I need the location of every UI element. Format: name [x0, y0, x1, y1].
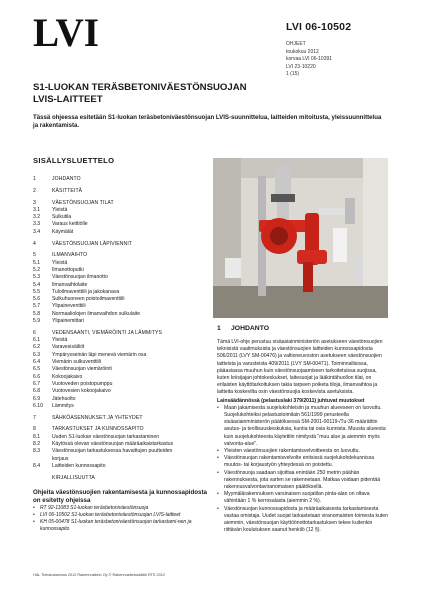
- toc-number: 6.7: [33, 380, 41, 387]
- toc-number: 4: [33, 240, 36, 247]
- toc-entry: [33, 448, 213, 463]
- toc-title: Sulkutila: [52, 214, 72, 221]
- toc-title: Vuotoveden poistopumppu: [52, 380, 113, 387]
- section-heading: [217, 325, 269, 332]
- section-body: [217, 339, 388, 534]
- change-item: • Väestönsuojan kunnossapidosta ja määräaikaisesta tarkastamisesta vastaa omistaja. Uudet suojat tarkastetaan viranomaisten toimesta kuten aiemmin, väestönsuojan käyttöönottotarkastuksen tekee kuitenkin riittävän koulutuksen saanut henkilö (12 §).: [217, 506, 388, 535]
- toc-entry: [33, 311, 213, 318]
- toc-title: Ylipaineventtiili: [52, 303, 86, 310]
- toc-number: 6: [33, 329, 36, 336]
- toc-number: 5.3: [33, 274, 41, 281]
- toc-number: 3.1: [33, 206, 41, 213]
- meta-line: LVI 23-10220: [286, 63, 316, 70]
- toc-number: 7: [33, 414, 36, 421]
- toc-entry: [33, 337, 213, 344]
- toc-number: 5.8: [33, 310, 41, 317]
- toc-number: 5: [33, 252, 36, 259]
- toc-number: 3: [33, 199, 36, 206]
- toc-title: Käymälät: [52, 228, 74, 235]
- toc-title: Laitteiden kunnossapito: [52, 462, 106, 469]
- toc-title: Ilmanvaihtolaite: [52, 281, 88, 288]
- meta-line: OHJEET: [286, 41, 306, 47]
- toc-title: SÄHKÖASENNUKSET JA YHTEYDET: [52, 414, 143, 421]
- toc-entry: [33, 260, 213, 267]
- toc-title: Väestönsuojan tarkastuksessa havaittujen puutteiden korjaus: [52, 448, 173, 462]
- reference-heading: Ohjeita väestönsuojien rakentamisesta ja kunnossapidosta on esitetty ohjeissa: [33, 489, 207, 504]
- toc-number: 3.3: [33, 221, 41, 228]
- logo-text: LVI: [33, 14, 99, 50]
- meta-line: 1 (15): [286, 71, 300, 78]
- toc-entry: [33, 241, 213, 248]
- toc-title: Viemärin sulkuventtiili: [52, 359, 101, 366]
- reference-item: • KH 05-00478 S1-luokan teräsbetoniväestönsuojan tarkastami-nen ja kunnossapito: [33, 519, 208, 533]
- toc-title: VEDENSAANTI, VIEMÄRÖINTI JA LÄMMITYS: [52, 329, 163, 336]
- document-number: LVI 06-10502: [286, 21, 352, 33]
- page-title: [33, 82, 247, 105]
- toc-number: 8.3: [33, 448, 41, 455]
- toc-number: 6.10: [33, 402, 43, 409]
- toc-entry: [33, 229, 213, 236]
- toc-title: Jätehuolto: [52, 395, 76, 402]
- reference-item: • LVI 06-10502 S1-luokan teräsbetoniväestönsuojan LVIS-laitteet: [33, 512, 208, 519]
- toc-number: 8.1: [33, 433, 41, 440]
- toc-title: VÄESTÖNSUOJAN TILAT: [52, 199, 114, 206]
- toc-entry: [33, 359, 213, 366]
- change-list: [217, 405, 388, 535]
- toc-entry: [33, 207, 213, 214]
- change-item: • Väestönsuoja saadaan sijoittaa enintään 250 metrin päähän rakennuksesta, jota varten se rakennetaan. Matkaa voidaan pidentää rakennusvalvontaviranomaisen päätöksellä.: [217, 470, 388, 492]
- lvi-logo: [33, 14, 101, 50]
- toc-entry: [33, 221, 213, 228]
- toc-number: 5.5: [33, 288, 41, 295]
- toc-entry: [33, 252, 213, 259]
- toc-title: Tuloilmaventtiili ja jakokanava: [52, 288, 120, 295]
- toc-number: 5.6: [33, 296, 41, 303]
- toc-entry: [33, 366, 213, 373]
- toc-number: 5.2: [33, 266, 41, 273]
- toc-heading: SISÄLLYSLUETTELO: [33, 156, 115, 165]
- toc-title: Ympärysseinän läpi menevä viemärin osa: [52, 351, 147, 358]
- page-footer: HAL Tietokustannus 2012 Rakennustieto Oy © Rakennustietosäätiö RTS 2012: [33, 573, 165, 577]
- toc-entry: [33, 296, 213, 303]
- toc-number: 3.4: [33, 228, 41, 235]
- reference-list: [33, 505, 208, 533]
- toc-title: Väestönsuojan viemäröinti: [52, 366, 112, 373]
- toc-number: 6.3: [33, 351, 41, 358]
- toc-title: Normaaliolojen ilmanvaihdon sulkulaite: [52, 310, 141, 317]
- toc-title: KIRJALLISUUTTA: [52, 474, 95, 481]
- toc-number: 8.2: [33, 441, 41, 447]
- toc-entry: [33, 463, 213, 470]
- toc-title: VÄESTÖNSUOJAN LÄPIVIENNIT: [52, 240, 133, 247]
- toc-number: 5.9: [33, 318, 41, 325]
- title-line-1: S1-LUOKAN TERÄSBETONIVÄESTÖNSUOJAN: [33, 82, 247, 93]
- toc-title: Lämmitys: [52, 402, 74, 409]
- toc-number: 2: [33, 187, 36, 194]
- toc-entry: [33, 434, 213, 441]
- change-item: • Yleisten väestönsuojien rakentamisvelvoitteesta on luovuttu.: [217, 448, 388, 455]
- toc-entry: [33, 381, 213, 388]
- table-of-contents: [33, 176, 213, 482]
- toc-title: Varavesisäiliöt: [52, 344, 85, 351]
- toc-number: 1: [33, 176, 36, 182]
- change-item: • Väestönsuojan rakentamisvelvolte entisissä suojelukohdekunnissa muutos- tai korjaustyön yhteydessä on poistettu.: [217, 455, 388, 469]
- toc-title: JOHDANTO: [52, 176, 81, 182]
- toc-title: Sulkuhuoneen poistoilmaventtiili: [52, 296, 125, 303]
- toc-title: Yleistä: [52, 337, 68, 344]
- toc-title: KÄSITTEITÄ: [52, 187, 83, 194]
- toc-entry: [33, 303, 213, 310]
- toc-title: ILMANVAIHTO: [52, 252, 88, 259]
- toc-title: Väestönsuojan ilmanotto: [52, 274, 108, 281]
- toc-title: Yleistä: [52, 206, 68, 213]
- toc-entry: [33, 176, 213, 183]
- toc-number: 5.7: [33, 303, 41, 310]
- meta-line: toukokuu 2012: [286, 48, 319, 55]
- section-title: JOHDANTO: [231, 325, 270, 332]
- toc-number: 3.2: [33, 214, 41, 221]
- toc-title: Ilmanottoputki: [52, 266, 84, 273]
- toc-entry: [33, 388, 213, 395]
- section-number: 1: [217, 325, 221, 332]
- toc-title: Varaus keittiölle: [52, 221, 88, 228]
- toc-number: 6.1: [33, 337, 41, 344]
- toc-entry: [33, 475, 213, 482]
- toc-number: 6.9: [33, 395, 41, 402]
- toc-entry: [33, 352, 213, 359]
- toc-number: 5.1: [33, 259, 41, 266]
- section-subheading: Lainsäädännössä (pelastuslaki 379/2011) juhtuvat muutokset: [217, 397, 365, 404]
- toc-entry: [33, 214, 213, 221]
- meta-line: korvaa LVI 06-10391: [286, 56, 333, 63]
- toc-entry: [33, 396, 213, 403]
- toc-entry: [33, 415, 213, 422]
- toc-title: Ylipainemittari: [52, 318, 84, 325]
- intro-text: Tässä ohjeessa esitetään S1-luokan teräsbetoniväestönsuojan LVIS-suunnittelua, laitteiden mitoitusta, yleissuunnittelua ja rakentamista.: [33, 114, 382, 129]
- toc-number: 6.5: [33, 366, 41, 373]
- toc-title: Yleistä: [52, 259, 68, 266]
- toc-entry: [33, 426, 213, 433]
- toc-entry: [33, 330, 213, 337]
- toc-entry: [33, 289, 213, 296]
- toc-number: 6.8: [33, 388, 41, 395]
- toc-entry: [33, 403, 213, 410]
- toc-entry: [33, 274, 213, 281]
- toc-entry: [33, 344, 213, 351]
- toc-entry: [33, 188, 213, 195]
- toc-number: 6.6: [33, 373, 41, 380]
- toc-entry: [33, 267, 213, 274]
- toc-number: 8.4: [33, 462, 41, 469]
- reference-item: • RT 92-11083 S1-luokan teräsbetoniväestönsuoja: [33, 505, 208, 512]
- toc-entry: [33, 441, 213, 448]
- document-meta: [286, 41, 332, 79]
- section-paragraph: Tämä LVI-ohje perustuu sisäasiainministeriön asetukseen väestönsuojien teknisistä vaatimuksista ja väestönsuojien laitteiden kunnossapidosta 506/2011 (LVY SM-00476) ja valtioneuvoston asetukseen väestönsuojien laitteista ja varusteista 409/2011 (LVY SM-00471). Toiminnallisissa, pääasiassa muuhun kuin väestönsuojaamiseen tarkoitetuissa suojissa, kuten kriisijajan johtokeskukset, laitesuojat ja lääkintähuollon tilat, on erilaisten käyttötarkoituksen takia tarpeen poiketa tiloja, ilmanvaihtoa ja laitteita koskevilta osin väestönsuojia koskevista asetuksista.: [217, 339, 383, 396]
- toc-number: [33, 475, 52, 482]
- reference-box: [33, 489, 208, 533]
- toc-number: 6.2: [33, 344, 41, 351]
- toc-number: 5.4: [33, 281, 41, 288]
- toc-entry: [33, 282, 213, 289]
- title-line-2: LVIS-LAITTEET: [33, 93, 103, 105]
- toc-entry: [33, 374, 213, 381]
- toc-entry: [33, 200, 213, 207]
- change-item: • Maan jakamisesta suojelukohteisiin ja muuhun alueeseen on luovuttu. Suojelukohteiksi pelastustoimilain 561/1999 perusteella sisäasiainministerön päätöksessä SM-2001-00119-/Tu-36 määrättiin asutus- ja teollisuuskeskuksia, kuntia tai osia kunnista. Muusta alueesta kuin suojelukohteesta käytettiin nimitystä "muu alue ja aiemmin myös valvonta-alue".: [217, 405, 388, 448]
- toc-number: 8: [33, 426, 36, 433]
- toc-title: TARKASTUKSET JA KUNNOSSAPITO: [52, 426, 144, 433]
- toc-title: Vuotovesien kokoojakaivo: [52, 388, 111, 395]
- toc-title: Kokoojakaivo: [52, 373, 83, 380]
- shelter-ventilation-photo: [213, 158, 388, 318]
- toc-number: 6.4: [33, 359, 41, 366]
- change-item: • Myymälärakennuksen varsinaisen suojatilan pinta-alan on oltava vähintään 1 % kerrosalasta (aiemmin 2 %).: [217, 491, 388, 505]
- toc-entry: [33, 318, 213, 325]
- toc-title: Käytössä olevan väestönsuojan määräaikaistarkastus: [52, 441, 174, 447]
- toc-title: Uuden S1-luokan väestönsuojan tarkastaminen: [52, 433, 160, 440]
